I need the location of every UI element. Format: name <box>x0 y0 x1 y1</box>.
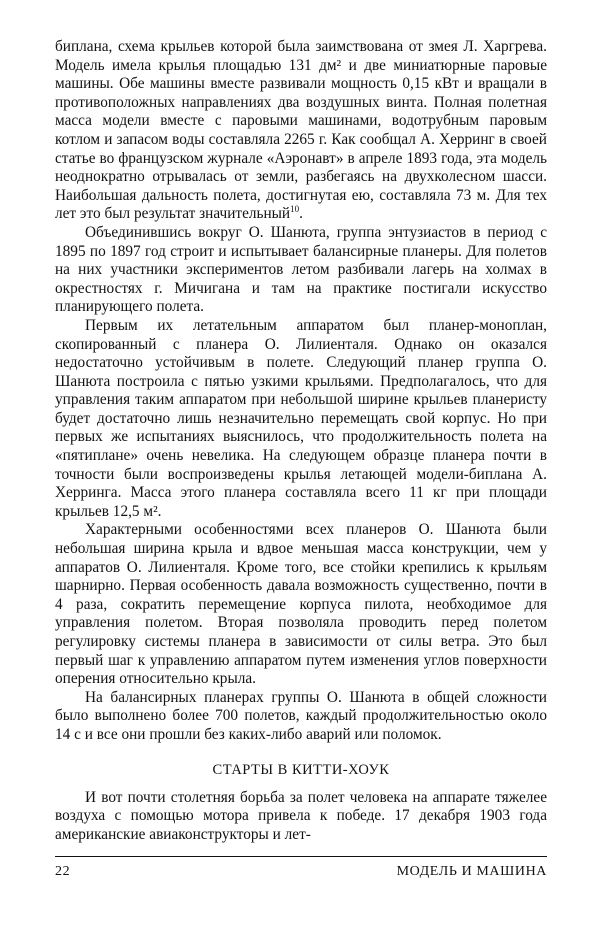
footer-rule <box>55 856 547 857</box>
page-footer <box>55 864 547 880</box>
section-heading: СТАРТЫ В КИТТИ-ХОУК <box>212 761 390 778</box>
paragraph-1: биплана, схема крыльев которой была заимствована от змея Л. Харгрева. Модель имела крылья площадью 131 дм² и две миниатюрные паровые машины. Обе машины вместе развивали мощность 0,15 кВт и вращали в противоположных направлениях два воздушных винта. Полная полетная масса модели вместе с паровыми машинами, водотрубным паровым котлом и запасом воды составляла 2265 г. Как сообщал А. Херринг в своей статье во французском журнале «Аэронавт» в апреле 1893 года, эта модель неоднократно отрывалась от земли, разбегаясь на двухколесном шасси. Наибольшая дальность полета, достигнутая ею, составляла 73 м. Для тех лет это был результат значительный$^{10}$. <box>55 38 547 223</box>
paragraph-5: На балансирных планерах группы О. Шанюта в общей сложности было выполнено более 700 полетов, каждый продолжительностью около 14 с и все они прошли без каких-либо аварий или поломок. <box>55 688 547 743</box>
page-number: 22 <box>55 864 71 879</box>
paragraph-4: Характерными особенностями всех планеров О. Шанюта были небольшая ширина крыла и вдвое меньшая масса конструкции, чем у аппаратов О. Лилиенталя. Кроме того, все стойки крепились к крыльям шарнирно. Первая особенность давала возможность существенно, почти в 4 раза, сократить перемещение корпуса пилота, необходимое для управления полетом. Вторая позволяла проводить перед полетом регулировку системы планера в зависимости от силы ветра. Это был первый шаг к управлению аппаратом путем изменения углов поверхности оперения относительно крыла. <box>55 521 547 688</box>
running-title: МОДЕЛЬ И МАШИНА <box>396 864 547 879</box>
paragraph-1-text: биплана, схема крыльев которой была заимствована от змея Л. Харгрева. Модель имела крылья площадью 131 дм² и две миниатюрные паровые машины. Обе машины вместе развивали мощность 0,15 кВт и вращали в противоположных направлениях два воздушных винта. Полная полетная масса модели вместе с паровыми машинами, водотрубным паровым котлом и запасом воды составляла 2265 г. Как сообщал А. Херринг в своей статье во французском журнале «Аэронавт» в апреле 1893 года, эта модель неоднократно отрывалась от земли, разбегаясь на двухколесном шасси. Наибольшая дальность полета, достигнутая ею, составляла 73 м. Для тех лет это был результат значительный <box>55 38 547 223</box>
footnote-ref: 10 <box>290 204 300 215</box>
paragraph-3: Первым их летательным аппаратом был планер-моноплан, скопированный с планера О. Лилиенталя. Однако он оказался недостаточно устойчивым в полете. Следующий планер группа О. Шанюта построила с пятью узкими крыльями. Предполагалось, что для управления таким аппаратом при небольшой ширине крыльев планеристу будет достаточно лишь незначительно перемещать свой корпус. Но при первых же испытаниях выяснилось, что продолжительность полета на «пятиплане» очень невелика. На следующем образце планера почти в точности были воспроизведены крылья летающей модели-биплана А. Херринга. Масса этого планера составляла всего 11 кг при площади крыльев 12,5 м². <box>55 316 547 520</box>
paragraph-2: Объединившись вокруг О. Шанюта, группа энтузиастов в период с 1895 по 1897 год строит и испытывает балансирные планеры. Для полетов на них участники экспериментов летом разбивали лагерь на холмах в окрестностях г. Мичигана и там на практике постигали искусство планирующего полета. <box>55 223 547 316</box>
section-paragraph: И вот почти столетняя борьба за полет человека на аппарате тяжелее воздуха с помощью мотора привела к победе. 17 декабря 1903 года американские авиаконструкторы и лет- <box>55 788 547 843</box>
page-body <box>55 38 547 844</box>
